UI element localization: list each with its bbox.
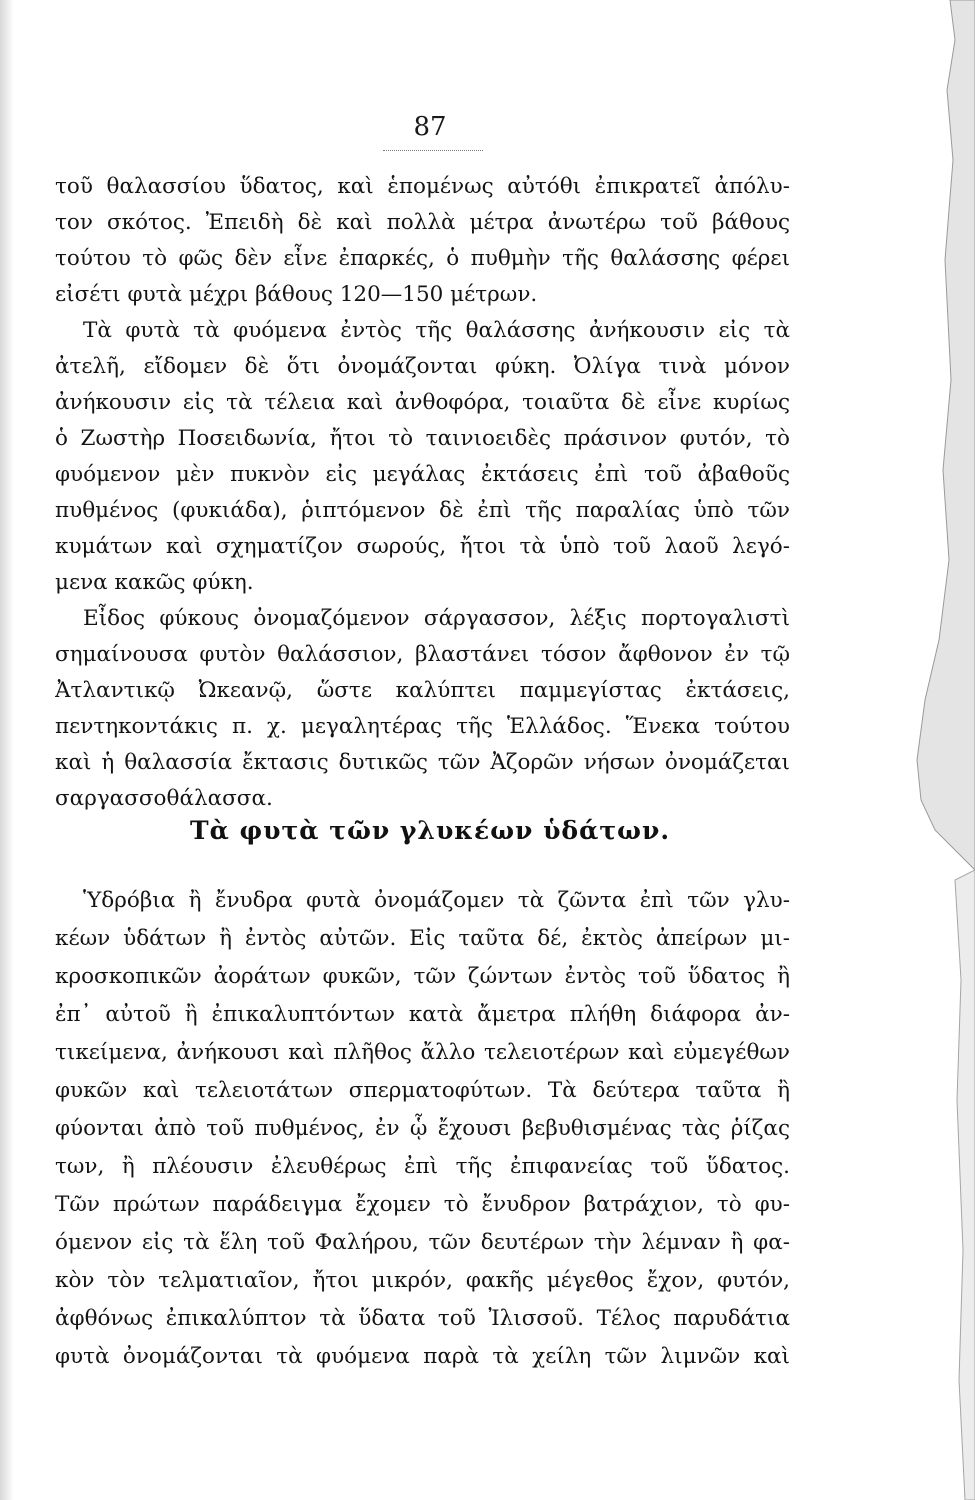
text-line: πυθμένος (φυκιάδα), ῥιπτόμενον δὲ ἐπὶ τῆς παραλίας ὑπὸ τῶν	[55, 498, 790, 523]
text-line: καὶ ἡ θαλασσία ἔκτασις δυτικῶς τῶν Ἀζορῶν νήσων ὀνομάζεται	[55, 750, 790, 775]
text-line: τικείμενα, ἀνήκουσι καὶ πλῆθος ἄλλο τελειοτέρων καὶ εὐμεγέθων	[55, 1040, 790, 1065]
text-line: ἀφθόνως ἐπικαλύπτον τὰ ὕδατα τοῦ Ἰλισσοῦ. Τέλος παρυδάτια	[55, 1306, 790, 1331]
text-line: Τὰ φυτὰ τὰ φυόμενα ἐντὸς τῆς θαλάσσης ἀνήκουσιν εἰς τὰ	[83, 318, 790, 343]
page-number: 87	[413, 112, 447, 142]
text-line: Ὑδρόβια ἢ ἔνυδρα φυτὰ ὀνομάζομεν τὰ ζῶντα ἐπὶ τῶν γλυ-	[83, 888, 790, 913]
text-line: Τῶν πρώτων παράδειγμα ἔχομεν τὸ ἔνυδρον βατράχιον, τὸ φυ-	[55, 1192, 790, 1217]
text-line: τον σκότος. Ἐπειδὴ δὲ καὶ πολλὰ μέτρα ἀνωτέρω τοῦ βάθους	[55, 210, 790, 235]
text-line: τούτου τὸ φῶς δὲν εἶνε ἐπαρκές, ὁ πυθμὴν τῆς θαλάσσης φέρει	[55, 246, 790, 271]
page-binding-shadow	[0, 0, 14, 1500]
text-line: φυκῶν καὶ τελειοτάτων σπερματοφύτων. Τὰ δεύτερα ταῦτα ἢ	[55, 1078, 790, 1103]
text-line: όμενον εἰς τὰ ἕλη τοῦ Φαλήρου, τῶν δευτέρων τὴν λέμναν ἢ φα-	[55, 1230, 790, 1255]
text-line: σαργασσοθάλασσα.	[55, 786, 273, 811]
text-line: τοῦ θαλασσίου ὕδατος, καὶ ἑπομένως αὐτόθι ἐπικρατεῖ ἀπόλυ-	[55, 174, 790, 199]
text-line: εἰσέτι φυτὰ μέχρι βάθους 120—150 μέτρων.	[55, 282, 538, 307]
text-line: φυόμενον μὲν πυκνὸν εἰς μεγάλας ἐκτάσεις ἐπὶ τοῦ ἀβαθοῦς	[55, 462, 790, 487]
text-line: ὁ Ζωστὴρ Ποσειδωνία, ἤτοι τὸ ταινιοειδὲς πράσινον φυτόν, τὸ	[55, 426, 790, 451]
text-line: φυτὰ ὀνομάζονται τὰ φυόμενα παρὰ τὰ χείλη τῶν λιμνῶν καὶ	[55, 1344, 790, 1369]
text-line: μενα κακῶς φύκη.	[55, 570, 254, 595]
text-line: των, ἢ πλέουσιν ἐλευθέρως ἐπὶ τῆς ἐπιφανείας τοῦ ὕδατος.	[55, 1154, 790, 1179]
text-line: φύονται ἀπὸ τοῦ πυθμένος, ἐν ᾧ ἔχουσι βεβυθισμένας τὰς ῥίζας	[55, 1116, 790, 1141]
section-heading: Τὰ φυτὰ τῶν γλυκέων ὑδάτων.	[189, 816, 671, 845]
torn-page-edge	[895, 0, 975, 1500]
text-line: ἀνήκουσιν εἰς τὰ τέλεια καὶ ἀνθοφόρα, τοιαῦτα δὲ εἶνε κυρίως	[55, 390, 790, 415]
text-line: κὸν τὸν τελματιαῖον, ἤτοι μικρόν, φακῆς μέγεθος ἔχον, φυτόν,	[55, 1268, 790, 1293]
page-number-rule	[383, 150, 483, 151]
text-line: Εἶδος φύκους ὀνομαζόμενον σάργασσον, λέξις πορτογαλιστὶ	[83, 606, 790, 631]
text-line: πεντηκοντάκις π. χ. μεγαλητέρας τῆς Ἑλλάδος. Ἕνεκα τούτου	[55, 714, 790, 739]
text-line: κροσκοπικῶν ἀοράτων φυκῶν, τῶν ζώντων ἐντὸς τοῦ ὕδατος ἢ	[55, 964, 790, 989]
text-line: Ἀτλαντικῷ Ὠκεανῷ, ὥστε καλύπτει παμμεγίστας ἐκτάσεις,	[55, 678, 790, 703]
text-line: σημαίνουσα φυτὸν θαλάσσιον, βλαστάνει τόσον ἄφθονον ἐν τῷ	[55, 642, 790, 667]
text-line: ἀτελῆ, εἴδομεν δὲ ὅτι ὀνομάζονται φύκη. Ὀλίγα τινὰ μόνον	[55, 354, 790, 379]
text-line: κέων ὑδάτων ἢ ἐντὸς αὐτῶν. Εἰς ταῦτα δέ, ἐκτὸς ἀπείρων μι-	[55, 926, 790, 951]
text-line: ἐπ᾽ αὐτοῦ ἢ ἐπικαλυπτόντων κατὰ ἄμετρα πλήθη διάφορα ἀν-	[55, 1002, 790, 1027]
text-line: κυμάτων καὶ σχηματίζον σωρούς, ἤτοι τὰ ὑπὸ τοῦ λαοῦ λεγό-	[55, 534, 790, 559]
